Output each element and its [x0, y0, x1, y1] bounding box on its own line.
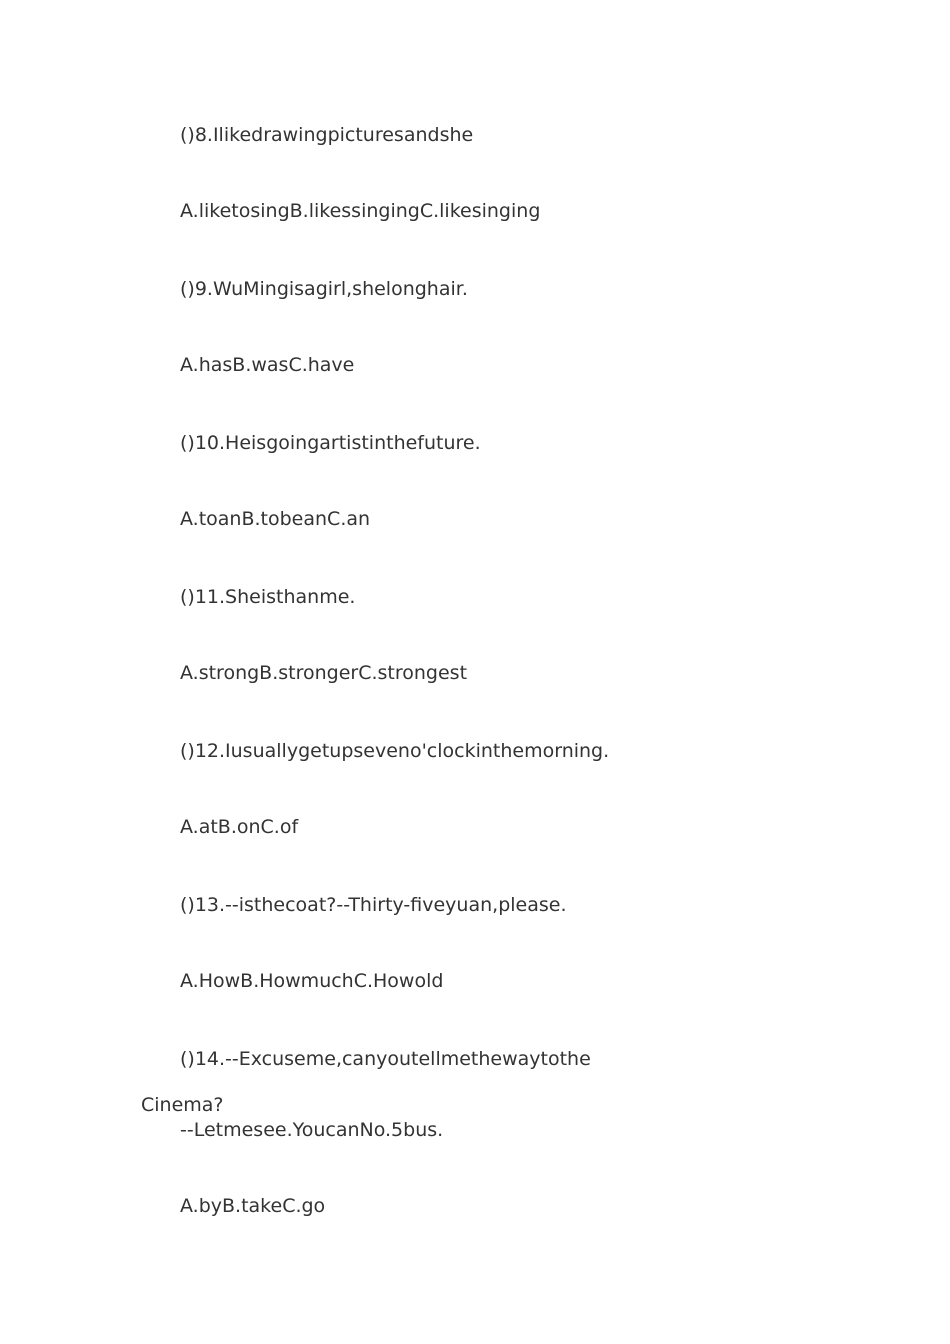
question-12: ()12.Iusuallygetupseveno'clockinthemorning. — [180, 740, 610, 762]
question-8-options: A.liketosingB.likessingingC.likesinging — [180, 200, 541, 222]
question-10-options: A.toanB.tobeanC.an — [180, 508, 371, 530]
question-11: ()11.Sheisthanme. — [180, 586, 356, 608]
question-14-options: A.byB.takeC.go — [180, 1195, 326, 1217]
question-13: ()13.--isthecoat?--Thirty-fiveyuan,please. — [180, 894, 567, 916]
question-14-continuation: Cinema? — [141, 1094, 224, 1116]
question-10: ()10.Heisgoingartistinthefuture. — [180, 432, 481, 454]
question-12-options: A.atB.onC.of — [180, 816, 299, 838]
question-9-options: A.hasB.wasC.have — [180, 354, 355, 376]
question-8: ()8.Ilikedrawingpicturesandshe — [180, 124, 474, 146]
question-11-options: A.strongB.strongerC.strongest — [180, 662, 468, 684]
question-14-reply: --Letmesee.YoucanNo.5bus. — [180, 1119, 444, 1141]
question-14: ()14.--Excuseme,canyoutellmethewaytothe — [180, 1048, 591, 1070]
question-9: ()9.WuMingisagirl,shelonghair. — [180, 278, 468, 300]
question-13-options: A.HowB.HowmuchC.Howold — [180, 970, 444, 992]
